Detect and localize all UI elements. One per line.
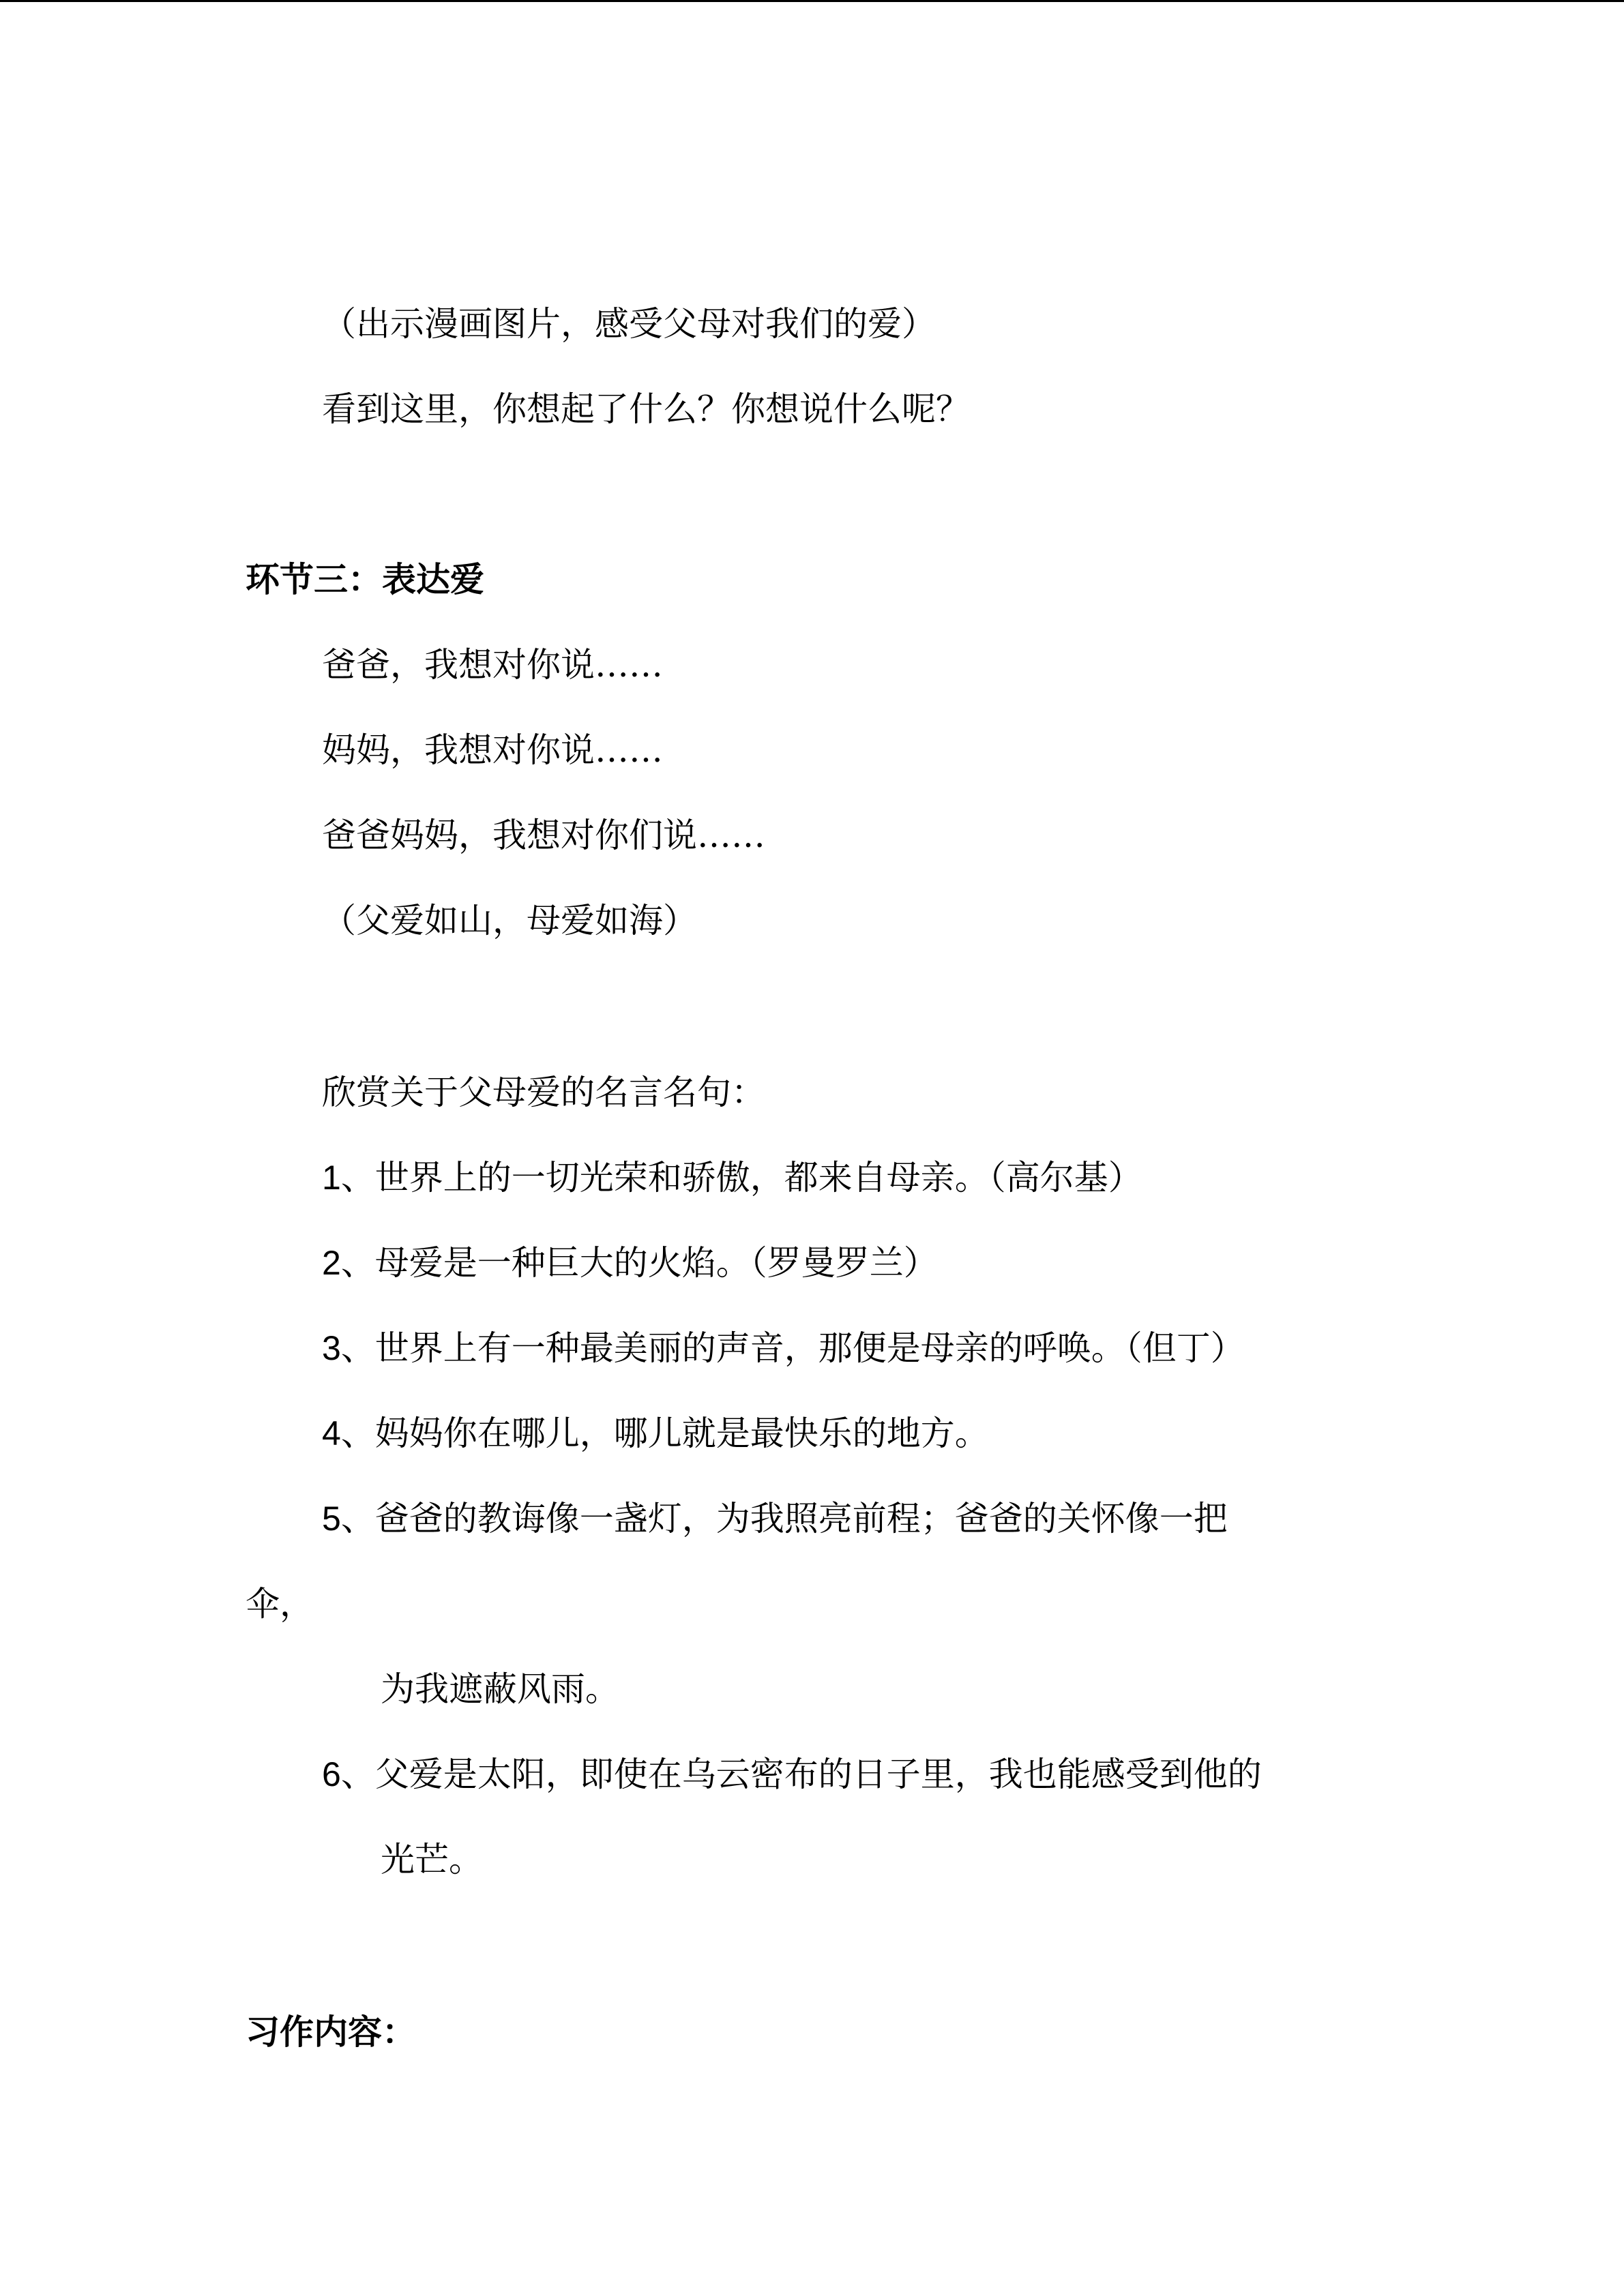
quote-item-5 [322,1498,1228,1539]
quote-number: 5 [322,1500,341,1538]
quote-item-6-continuation: 光芒。 [381,1840,483,1879]
writing-heading: 习作内容： [246,2012,416,2052]
section3-heading: 环节三：表达爱 [246,560,484,599]
intro-paren-note: （出示漫画图片，感受父母对我们的爱） [322,304,936,344]
quote-item-4 [322,1413,989,1454]
quotes-intro: 欣赏关于父母爱的名言名句： [322,1073,765,1112]
quote-item-5-wrap: 伞， [246,1584,314,1624]
quote-text: 、世界上有一种最美丽的声音，那便是母亲的呼唤。（但丁） [340,1328,1245,1368]
section3-line-paren: （父爱如山，母爱如海） [322,901,697,940]
quote-number: 2 [322,1244,341,1282]
section3-line-mother: 妈妈，我想对你说…… [322,730,663,770]
intro-question: 看到这里，你想起了什么？你想说什么呢？ [322,389,970,429]
quote-text: 、世界上的一切光荣和骄傲，都来自母亲。（高尔基） [340,1158,1142,1197]
quote-number: 1 [322,1159,341,1197]
quote-item-2 [322,1242,938,1283]
quote-text: 、爸爸的教诲像一盏灯，为我照亮前程；爸爸的关怀像一把 [340,1499,1228,1538]
quote-text: 、父爱是太阳，即使在乌云密布的日子里，我也能感受到他的 [340,1755,1262,1794]
quote-item-5-continuation: 为我遮蔽风雨。 [381,1669,619,1709]
quote-number: 6 [322,1755,341,1793]
quote-number: 3 [322,1329,341,1367]
quote-item-1 [322,1157,1142,1198]
top-border-rule [0,0,1624,2]
quote-text: 、妈妈你在哪儿，哪儿就是最快乐的地方。 [340,1414,989,1453]
quote-item-3 [322,1328,1245,1369]
section3-line-father: 爸爸，我想对你说…… [322,645,663,685]
quote-item-6 [322,1754,1262,1795]
quote-number: 4 [322,1414,341,1452]
quote-text: 、母爱是一种巨大的火焰。（罗曼罗兰） [340,1243,938,1283]
section3-line-parents: 爸爸妈妈，我想对你们说…… [322,816,765,855]
